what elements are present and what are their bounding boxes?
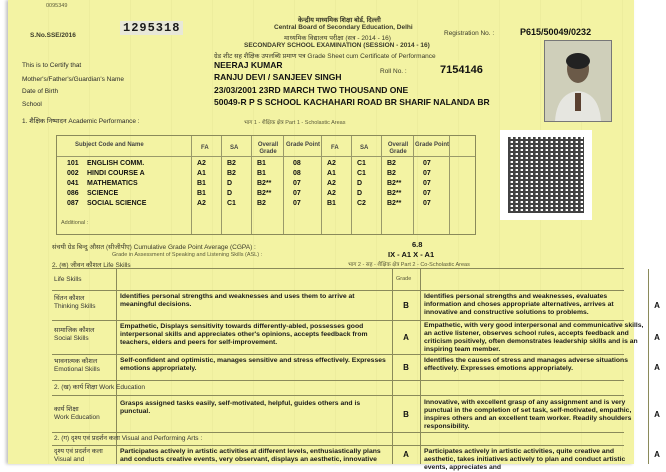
col-fa-ix: FA <box>201 145 209 151</box>
asl-label: Grade in Assessment of Speaking and Listening Skills (ASL) : <box>112 252 263 258</box>
school-label: School <box>22 101 42 108</box>
grade-sheet <box>8 0 660 471</box>
exam-name: SECONDARY SCHOOL EXAMINATION (SESSION - 2014 - 16) <box>244 42 430 49</box>
subject-row: 002 HINDI COURSE A A1 B2 B1 08 A1 C1 B2 07 <box>67 170 431 177</box>
col-gp-x: Grade Point <box>415 142 450 148</box>
serial-number: 1295318 <box>120 21 183 35</box>
col-subject: Subject Code and Name <box>75 142 144 148</box>
dob-label: Date of Birth <box>22 88 59 95</box>
emotional-skills-row: भावनात्मक कौशल Emotional Skills Self-confident and optimistic, manages sensitive and stress effectively. Expresses emotions appropriately. B Identifies the causes of stress and manages adverse situations effectively. Expresses emotions appropriately. A <box>52 355 624 381</box>
roll-label: Roll No. : <box>380 68 407 75</box>
subject-row: 101 ENGLISH COMM. A2 B2 B1 08 A2 C1 B2 07 <box>67 160 431 167</box>
asl-value: IX - A1 X - A1 <box>388 250 435 259</box>
date-of-birth: 23/03/2001 23RD MARCH TWO THOUSAND ONE <box>214 85 409 95</box>
subject-row: 087 SOCIAL SCIENCE A2 C1 B2 07 B1 C2 B2** 07 <box>67 200 431 207</box>
registration-label: Registration No. : <box>444 30 495 37</box>
col-sa-ix: SA <box>230 145 239 151</box>
additional-label: Additional : <box>61 220 89 226</box>
exam-name-hindi: माध्यमिक विद्यालय परीक्षा (सत्र - 2014 - 16) <box>284 35 391 42</box>
student-name: NEERAJ KUMAR <box>214 60 283 70</box>
top-code: 0095349 <box>46 3 68 9</box>
subject-row: 041 MATHEMATICS B1 D B2** 07 A2 D B2** 07 <box>67 180 431 187</box>
social-skills-row: सामाजिक कौशल Social Skills Empathetic, Displays sensitivity towards differently-abled, possesses good interpersonal skills and appreciates other's opinions, accepts feedback from teachers, elders and peers for self-improvement. A Empathetic, with very good interpersonal and communicative skills, an active listener, observes school rules, accepts feedback and criticism positively, often demonstrates leadership skills and is an inspiring team member. A <box>54 322 660 353</box>
qr-code <box>500 130 592 220</box>
life-skills-section-label: 2. (क) जीवन कौशल Life Skills <box>52 262 131 269</box>
academic-table <box>56 135 476 235</box>
visual-arts-row: दृश्य एवं प्रदर्शन कला Visual and Participates actively in artistic activities at different levels, enthusiastically plans and conducts creative events, very observant, displays an aesthetic, innovative A Participates actively in artistic activities, quite creative and aesthetic, takes initiatives actively to plan and conduct artistic events, appreciates and A <box>52 445 624 469</box>
life-skills-table <box>52 268 660 471</box>
academic-performance-label: 1. शैक्षिक निष्पादन Academic Performance : <box>22 118 140 125</box>
visual-arts-section: 2. (ग) दृश्य एवं प्रदर्शन कला Visual and Performing Arts : <box>54 435 203 442</box>
registration-number: P615/50049/0232 <box>520 27 592 37</box>
roll-number: 7154146 <box>440 64 483 76</box>
col-sa-x: SA <box>360 145 369 151</box>
board-name-hindi: केन्द्रीय माध्यमिक शिक्षा बोर्ड, दिल्ली <box>298 17 381 24</box>
scholastic-part-label: भाग 1 - शैक्षिक क्षेत्र Part 1 - Scholastic Areas <box>244 120 346 126</box>
work-education-section: 2. (ख) कार्य शिक्षा Work Education <box>54 384 145 391</box>
certificate-title: ग्रेड शीट सह शैक्षिक उपलब्धि प्रमाण पत्र Grade Sheet cum Certificate of Performance <box>214 53 436 60</box>
guardian-label: Mother's/Father's/Guardian's Name <box>22 76 124 83</box>
student-photo <box>544 40 612 122</box>
school-name: 50049-R P S SCHOOL KACHAHARI ROAD BR SHARIF NALANDA BR <box>214 97 490 107</box>
thinking-skills-row: चिंतन कौशल Thinking Skills Identifies personal strengths and weaknesses and uses them to arrive at meaningful decisions. B Identifies personal strengths and weaknesses, evaluates information and choses appropriate alternatives, arrives at innovative and constructive solutions to problems. A <box>52 291 624 321</box>
board-name: Central Board of Secondary Education, Delhi <box>274 24 413 31</box>
co-scholastic-part-label: भाग 2 - सह - शैक्षिक क्षेत्र Part 2 - Co-Scholastic Areas <box>348 262 470 268</box>
serial-label: S.No.SSE/2016 <box>30 32 76 39</box>
work-education-row: कार्य शिक्षा Work Education Grasps assigned tasks easily, self-motivated, helpful, guides others and is punctual. B Innovative, with excellent grasp of any assignment and is very punctual in the completion of set task, self-motivated, empathic, inspires others and an excellent team worker. Readily shoulders responsibility. A <box>52 395 624 433</box>
cgpa-label: संचयी ग्रेड बिन्दु औसत (सीजीपीए) Cumulative Grade Point Average (CGPA) : <box>52 244 256 251</box>
col-overall-ix: Overall Grade <box>257 142 279 155</box>
guardian-name: RANJU DEVI / SANJEEV SINGH <box>214 72 342 82</box>
life-skills-header-row: Life Skills Grade <box>52 269 624 291</box>
subject-row: 086 SCIENCE B1 D B2** 07 A2 D B2** 07 <box>67 190 431 197</box>
certify-label: This is to Certify that <box>22 62 82 69</box>
col-overall-x: Overall Grade <box>387 142 409 155</box>
col-fa-x: FA <box>331 145 339 151</box>
cgpa-value: 6.8 <box>412 240 423 249</box>
col-gp-ix: Grade Point <box>285 142 320 148</box>
